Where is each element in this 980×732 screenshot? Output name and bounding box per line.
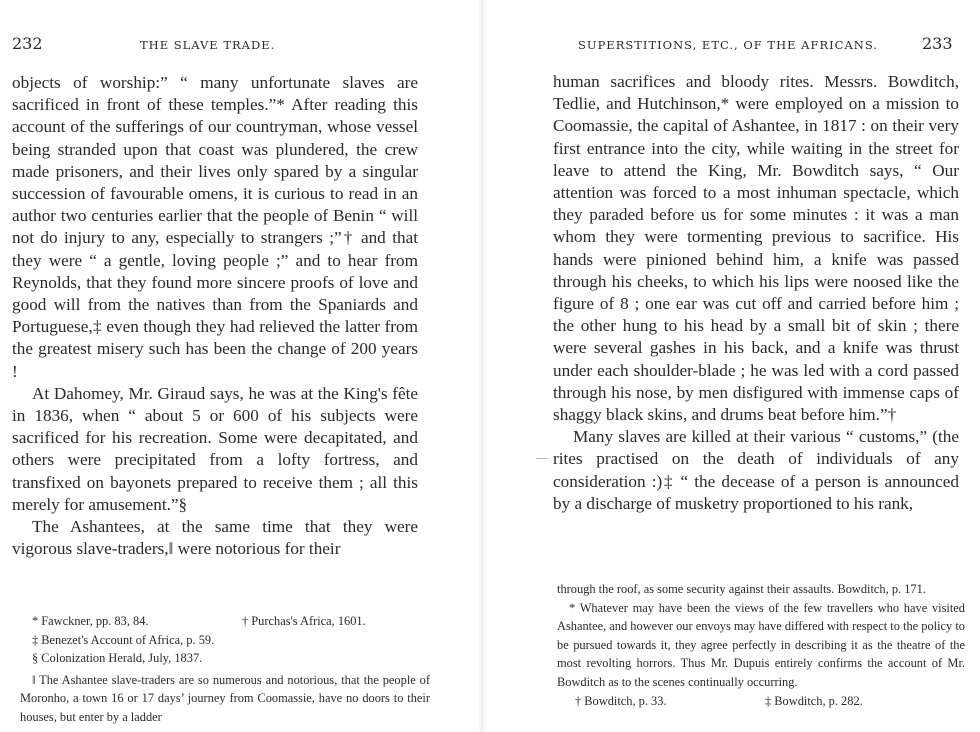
footnote-row (557, 692, 965, 711)
page-number: 233 (922, 34, 953, 53)
margin-dash (536, 458, 548, 459)
footnote: ‡ Bowditch, p. 282. (765, 693, 863, 708)
footnote: * Whatever may have been the views of the few travellers who have visited Ashantee, and however our envoys may have differed with respect to the policy to be pursued towards it, they agree perfectly in describing it as the theatre of the most revolting horrors. Thus Mr. Dupuis entirely confirms the account of Mr. Bowditch as to the scenes continually occurring. (557, 600, 965, 689)
footnote: through the roof, as some security against their assaults. Bowditch, p. 171. (557, 582, 926, 596)
book-gutter (478, 0, 488, 732)
footnote: § Colonization Herald, July, 1837. (32, 651, 203, 666)
body-text (12, 72, 418, 560)
footnote: ‖ The Ashantee slave-traders are so numerous and notorious, that the people of Moronho, a town 16 or 17 days’ journey from Coomassie, have no doors to their houses, but enter by a ladder (20, 672, 430, 724)
paragraph: Many slaves are killed at their various “ customs,” (the rites practised on the death of individuals of any consideration :)‡ “ the decease of a person is announced by a discharge of musketry proportioned to his rank, (553, 427, 959, 513)
paragraph: The Ashantees, at the same time that they were vigorous slave-traders,‖ were notorious for their (12, 517, 418, 559)
running-head: THE SLAVE TRADE. (140, 38, 276, 52)
paragraph: At Dahomey, Mr. Giraud says, he was at the King's fête in 1836, when “ about 5 or 600 of his subjects were sacrificed for his recreation. Some were decapitated, and others were precipitated from a lofty fortress, and transfixed on bayonets prepared to receive them ; all this merely for amusement.”§ (12, 383, 418, 514)
page-number: 232 (12, 34, 43, 53)
body-text (553, 71, 959, 515)
footnote: † Purchas's Africa, 1601. (242, 614, 366, 628)
paragraph: human sacrifices and bloody rites. Messrs. Bowditch, Tedlie, and Hutchinson,* were employed on a mission to Coomassie, the capital of Ashantee, in 1817 : on their very first entrance into the city, while waiting in the street for leave to attend the King, Mr. Bowditch says, “ Our attention was forced to a most inhuman spectacle, which they paraded before us for some minutes : it was a man whom they were tormenting previous to sacrifice. His hands were pinioned behind him, a knife was passed through his cheeks, to which his lips were noosed like the figure of 8 ; one ear was cut off and carried before him ; the other hung to his head by a small bit of skin ; there were several gashes in his back, and a knife was thrust under each shoulder-blade ; he was led with a cord passed through his nose, by men disfigured with immense caps of shaggy black skins, and drums beat before him.”† (553, 72, 959, 425)
running-head: SUPERSTITIONS, ETC., OF THE AFRICANS. (578, 38, 878, 52)
footnotes (557, 580, 965, 710)
left-page (0, 0, 475, 732)
footnotes (20, 612, 430, 727)
footnote: ‡ Benezet's Account of Africa, p. 59. (32, 632, 215, 647)
footnote: † Bowditch, p. 33. (575, 693, 667, 708)
paragraph: objects of worship:” “ many unfortunate slaves are sacrificed in front of these temples.”* After reading this account of the sufferings of our countryman, whose vessel being stranded upon that coast was plundered, the crew made prisoners, and their lives only spared by a singular succession of favourable omens, it is curious to read in an author two centuries earlier that the people of Benin “ will not do injury to any, especially to strangers ;”† and that they were “ a gentle, loving people ;” and to hear from Reynolds, that they found more sincere proofs of love and good will from the natives than from the Spaniards and Portuguese,‡ even though they had relieved the latter from the greatest misery such has been the change of 200 years ! (12, 73, 418, 381)
footnote-row (20, 612, 430, 631)
right-page (490, 0, 980, 732)
footnote: * Fawckner, pp. 83, 84. (32, 614, 149, 628)
